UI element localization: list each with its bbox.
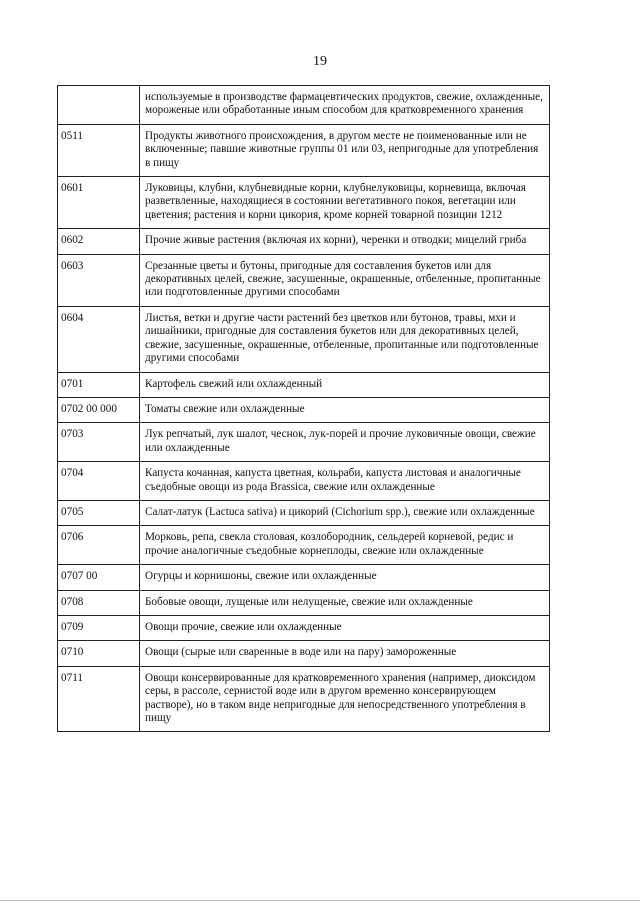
commodity-description-cell: Салат-латук (Lactuca sativa) и цикорий (Cichorium spp.), свежие или охлажденные <box>140 500 550 525</box>
table-row <box>58 397 550 422</box>
table-row <box>58 254 550 306</box>
commodity-code-cell: 0701 <box>58 372 140 397</box>
commodity-description-cell: Огурцы и корнишоны, свежие или охлажденные <box>140 565 550 590</box>
commodity-description-cell: Овощи (сырые или сваренные в воде или на пару) замороженные <box>140 641 550 666</box>
table-row <box>58 177 550 229</box>
commodity-description-cell: Прочие живые растения (включая их корни), черенки и отводки; мицелий гриба <box>140 229 550 254</box>
table-row <box>58 615 550 640</box>
page-number: 19 <box>313 54 327 69</box>
table-row <box>58 565 550 590</box>
commodity-code-cell: 0711 <box>58 666 140 732</box>
table-row <box>58 306 550 372</box>
commodity-description-cell: используемые в производстве фармацевтических продуктов, свежие, охлажденные, мороженые или обработанные иным способом для кратковременного хранения <box>140 86 550 125</box>
commodity-code-cell: 0603 <box>58 254 140 306</box>
table-row <box>58 372 550 397</box>
commodity-description-cell: Лук репчатый, лук шалот, чеснок, лук-порей и прочие луковичные овощи, свежие или охлажденные <box>140 423 550 462</box>
table-row <box>58 86 550 125</box>
commodity-code-cell: 0511 <box>58 124 140 176</box>
table-row <box>58 124 550 176</box>
table-row <box>58 423 550 462</box>
commodity-code-cell: 0710 <box>58 641 140 666</box>
commodity-description-cell: Листья, ветки и другие части растений без цветков или бутонов, травы, мхи и лишайники, пригодные для составления букетов или для декоративных целей, свежие, засушенные, окрашенные, отбеленные, пропитанные или подготовленные другими способами <box>140 306 550 372</box>
commodity-code-cell: 0709 <box>58 615 140 640</box>
commodity-description-cell: Овощи консервированные для кратковременного хранения (например, диоксидом серы, в рассоле, сернистой воде или в другом временно консервирующем растворе), но в таком виде непригодные для непосредственного употребления в пищу <box>140 666 550 732</box>
commodity-description-cell: Томаты свежие или охлажденные <box>140 397 550 422</box>
page-bottom-edge <box>0 900 640 901</box>
table-row <box>58 590 550 615</box>
commodity-code-cell <box>58 86 140 125</box>
commodity-description-cell: Срезанные цветы и бутоны, пригодные для составления букетов или для декоративных целей, свежие, засушенные, окрашенные, отбеленные, пропитанные или подготовленные другими способами <box>140 254 550 306</box>
commodity-code-cell: 0604 <box>58 306 140 372</box>
table-row <box>58 500 550 525</box>
commodity-description-cell: Бобовые овощи, лущеные или нелущеные, свежие или охлажденные <box>140 590 550 615</box>
table-row <box>58 229 550 254</box>
commodity-code-cell: 0705 <box>58 500 140 525</box>
commodity-code-cell: 0708 <box>58 590 140 615</box>
commodity-code-table <box>57 85 550 732</box>
commodity-description-cell: Картофель свежий или охлажденный <box>140 372 550 397</box>
commodity-code-cell: 0702 00 000 <box>58 397 140 422</box>
commodity-code-cell: 0703 <box>58 423 140 462</box>
commodity-code-cell: 0602 <box>58 229 140 254</box>
table-body <box>58 86 550 732</box>
commodity-code-cell: 0707 00 <box>58 565 140 590</box>
table-row <box>58 526 550 565</box>
table-row <box>58 462 550 501</box>
commodity-description-cell: Морковь, репа, свекла столовая, козлобородник, сельдерей корневой, редис и прочие аналогичные съедобные корнеплоды, свежие или охлажденные <box>140 526 550 565</box>
table-row <box>58 641 550 666</box>
commodity-code-cell: 0704 <box>58 462 140 501</box>
commodity-description-cell: Овощи прочие, свежие или охлажденные <box>140 615 550 640</box>
table-row <box>58 666 550 732</box>
commodity-description-cell: Луковицы, клубни, клубневидные корни, клубнелуковицы, корневища, включая разветвленные, находящиеся в состоянии вегетативного покоя, вегетации или цветения; растения и корни цикория, кроме корней товарной позиции 1212 <box>140 177 550 229</box>
commodity-code-cell: 0706 <box>58 526 140 565</box>
commodity-description-cell: Продукты животного происхождения, в другом месте не поименованные или не включенные; павшие животные группы 01 или 03, непригодные для употребления в пищу <box>140 124 550 176</box>
commodity-description-cell: Капуста кочанная, капуста цветная, кольраби, капуста листовая и аналогичные съедобные овощи из рода Brassica, свежие или охлажденные <box>140 462 550 501</box>
commodity-code-cell: 0601 <box>58 177 140 229</box>
